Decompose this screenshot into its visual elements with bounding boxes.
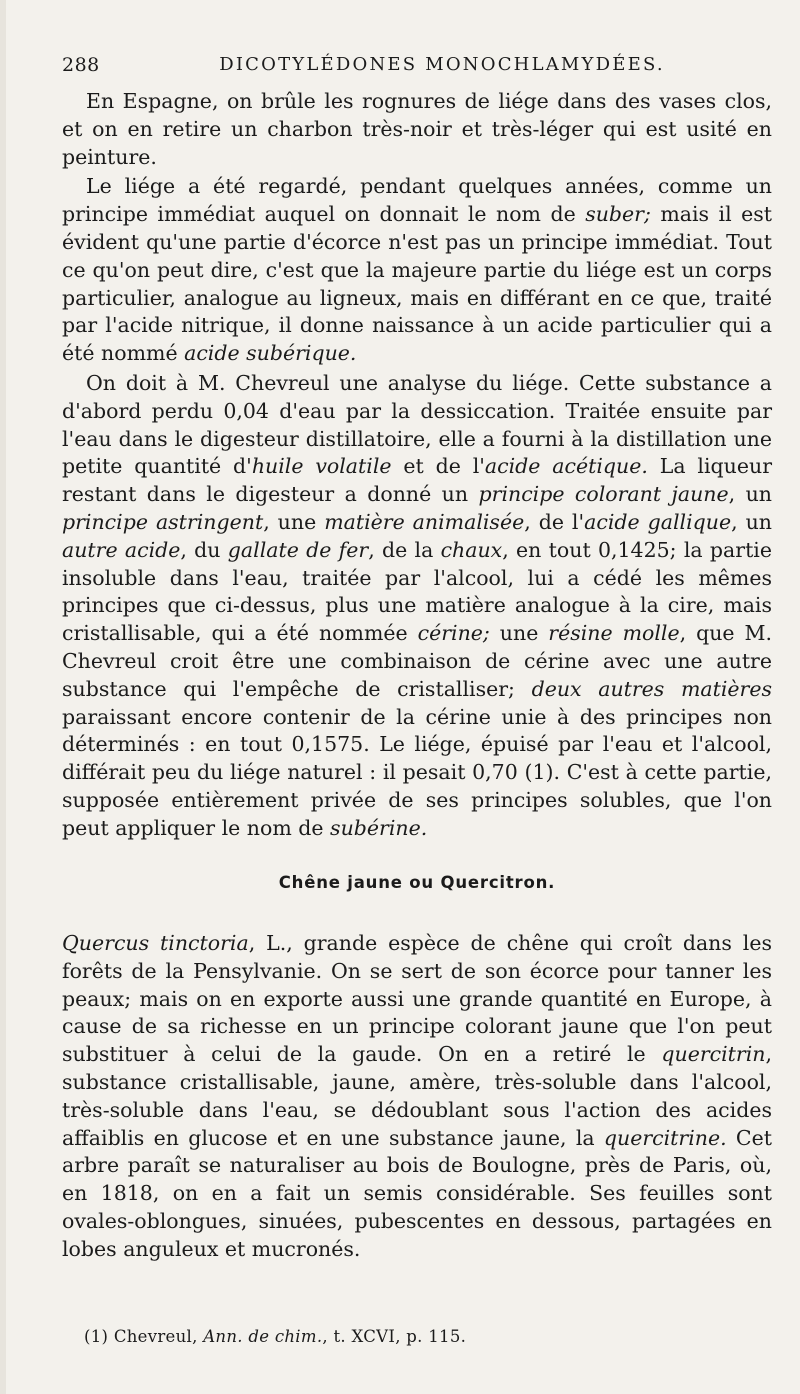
text-run: , t. XCVI, p. 115. (322, 1327, 467, 1346)
italic-term: chaux (440, 537, 503, 562)
text-run: , substance cristallisable, jaune, amère, très-soluble dans l'alcool, très-soluble dans l'eau, se dédoublant sous l'action des acides affaiblis en glucose et en une substance jaune, la (62, 1042, 772, 1150)
italic-term: résine molle (548, 621, 680, 646)
italic-term: quercitrin (661, 1042, 766, 1067)
text-run: paraissant encore contenir de la cérine unie à des principes non déterminés : en tout 0,1575. Le liége, épuisé par l'eau et l'alcool, différait peu du liége naturel : il pesait 0,70 (1). C'est à cette partie, supposée entièrement privée de ses principes solubles, que l'on peut appliquer le nom de (62, 704, 772, 840)
italic-term: Ann. de chim. (203, 1327, 323, 1346)
paragraph-3 (62, 370, 772, 843)
italic-term: matière animalisée (324, 509, 525, 534)
italic-term: principe colorant jaune (478, 482, 729, 507)
section-heading: Chêne jaune ou Quercitron. (278, 873, 556, 892)
text-run: , que M. Chevreul croit être une combinaison de cérine avec une autre substance qui l'empêche de cristalliser; (62, 621, 773, 701)
italic-term: deux autres matières (531, 676, 772, 701)
text-run: , un (731, 509, 772, 534)
paragraph-2 (62, 173, 772, 368)
italic-term: acide acétique. (484, 454, 648, 479)
text-run: , en tout 0,1425; la partie insoluble dans l'eau, traitée par l'alcool, lui a cédé les mêmes principes que ci-dessus, plus une matière analogue à la cire, mais cristallisable, qui a été nommée (62, 537, 772, 646)
section-paragraph (62, 930, 772, 1264)
page-header (62, 54, 772, 84)
italic-term: acide subérique. (184, 341, 357, 366)
text-run: et de l' (391, 454, 485, 479)
paragraph-1 (62, 88, 772, 171)
italic-term: principe astringent (62, 509, 264, 534)
text-run: , une (263, 509, 325, 534)
italic-term: gallate de fer (227, 537, 369, 562)
text-run: , du (180, 537, 228, 562)
italic-term: huile volatile (251, 454, 392, 479)
section-text (62, 930, 772, 1264)
italic-term: autre acide (62, 537, 181, 562)
text-run: , de l' (524, 509, 585, 534)
text-run: Cet arbre paraît se naturaliser au bois de Boulogne, près de Paris, où, en 1818, on en a fait un semis considérable. Ses feuilles sont ovales-oblongues, sinuées, pubescentes en dessous, partagées en lobes anguleux et mucronés. (62, 1125, 772, 1261)
text-run: , de la (368, 537, 441, 562)
text-run: Le liége a été regardé, pendant quelques années, comme un principe immédiat auquel on donnait le nom de (62, 174, 772, 227)
text-run: mais il est évident qu'une partie d'écorce n'est pas un principe immédiat. Tout ce qu'on peut dire, c'est que la majeure partie du liége est un corps particulier, analogue au ligneux, mais en différant en ce que, traité par l'acide nitrique, il donne naissance à un acide particulier qui a été nommé (62, 202, 773, 366)
main-text (62, 88, 772, 843)
text-run: une (489, 621, 549, 646)
italic-term: suber; (585, 202, 651, 227)
paragraph-1-text: En Espagne, on brûle les rognures de liége dans des vases clos, et on en retire un charbon très-noir et très-léger qui est usité en peinture. (62, 89, 772, 169)
page-number: 288 (62, 54, 100, 76)
italic-term: acide gallique (584, 509, 732, 534)
italic-term: Quercus tinctoria (62, 931, 249, 955)
text-run: , L., grande espèce de chêne qui croît dans les forêts de la Pensylvanie. On se sert de son écorce pour tanner les peaux; mais on en exporte aussi une grande quantité en Europe, à cause de sa richesse en un principe colorant jaune que l'on peut substituer à celui de la gaude. On en a retiré le (62, 931, 772, 1067)
footnote (84, 1327, 774, 1346)
running-title: DICOTYLÉDONES MONOCHLAMYDÉES. (219, 54, 665, 75)
text-run: , un (728, 482, 772, 507)
italic-term: subérine. (330, 815, 428, 840)
italic-term: cérine; (417, 621, 490, 646)
page-edge (0, 0, 6, 1394)
text-run: (1) Chevreul, (84, 1327, 204, 1346)
text-run: La liqueur restant dans le digesteur a donné un (62, 454, 773, 507)
italic-term: quercitrine. (603, 1125, 727, 1150)
text-run: On doit à M. Chevreul une analyse du liége. Cette substance a d'abord perdu 0,04 d'eau par la dessiccation. Traitée ensuite par l'eau dans le digesteur distillatoire, elle a fourni à la distillation une petite quantité d' (62, 370, 772, 479)
